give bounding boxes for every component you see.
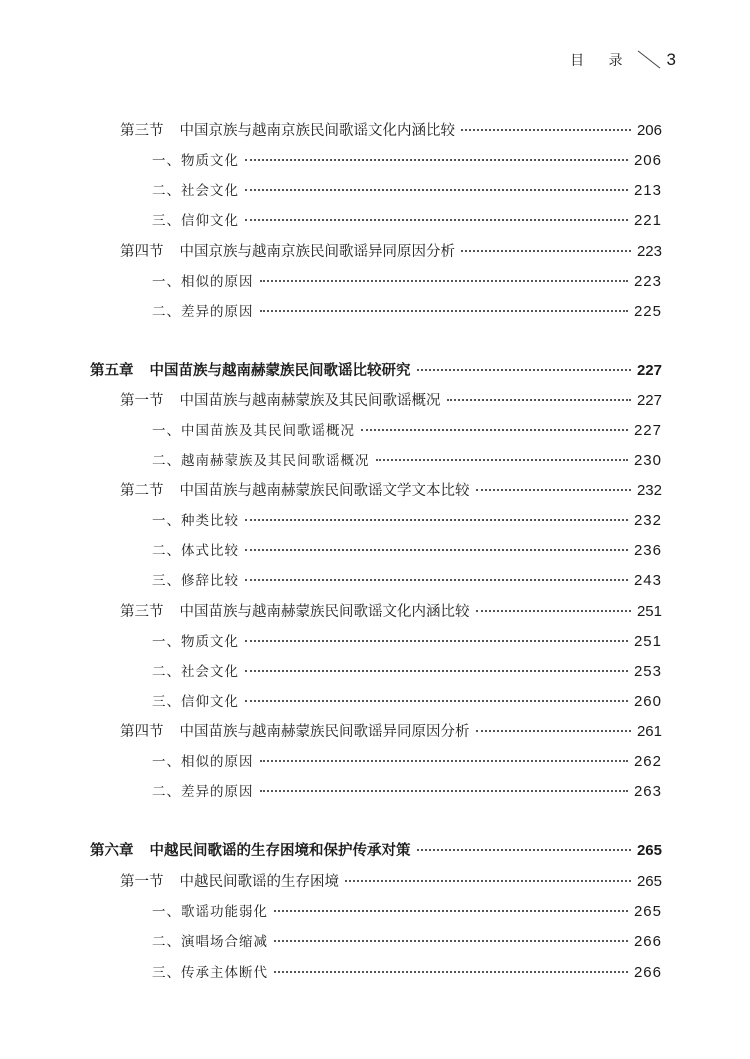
dot-leader: [461, 250, 631, 252]
toc-item-entry[interactable]: [152, 690, 662, 712]
toc-entry-label: [152, 449, 370, 469]
dot-leader: [461, 129, 631, 131]
toc-page-number: 232: [636, 482, 662, 499]
dot-leader: [476, 730, 631, 732]
dot-leader: [260, 790, 628, 792]
toc-entry-title: 一、中国苗族及其民间歌谣概况: [152, 423, 355, 439]
toc-section-entry[interactable]: [120, 870, 662, 892]
toc-page-number: 265: [636, 873, 662, 890]
toc-entry-label: [120, 240, 455, 261]
toc-entry-label: [120, 600, 470, 621]
toc-entry-title: 二、社会文化: [152, 183, 239, 199]
toc-section-entry[interactable]: [120, 119, 662, 141]
toc-entry-number: 第四节: [120, 724, 164, 740]
toc-item-entry[interactable]: [152, 179, 662, 201]
toc-entry-title: 三、修辞比较: [152, 573, 239, 589]
toc-section-entry[interactable]: [120, 240, 662, 262]
dot-leader: [417, 369, 631, 371]
dot-leader: [260, 310, 628, 312]
toc-page-number: 230: [633, 452, 662, 469]
toc-page-number: 251: [633, 633, 662, 650]
toc-entry-label: [120, 389, 441, 410]
toc-entry-number: 第三节: [120, 123, 164, 139]
toc-entry-label: [120, 479, 470, 500]
toc-item-entry[interactable]: [152, 630, 662, 652]
toc-page-number: 265: [633, 903, 662, 920]
dot-leader: [274, 910, 628, 912]
dot-leader: [345, 880, 631, 882]
toc-page-number: 236: [633, 542, 662, 559]
dot-leader: [376, 459, 628, 461]
toc-entry-title: 中越民间歌谣的生存困境和保护传承对策: [149, 843, 411, 859]
toc-entry-title: 中国京族与越南京族民间歌谣文化内涵比较: [179, 123, 455, 139]
dot-leader: [361, 429, 628, 431]
toc-page-number: 227: [636, 392, 662, 409]
toc-entry-label: [152, 690, 239, 710]
toc-page-number: 223: [636, 243, 662, 260]
toc-entry-title: 二、差异的原因: [152, 784, 254, 800]
dot-leader: [245, 189, 628, 191]
toc-entry-title: 中国苗族与越南赫蒙族民间歌谣异同原因分析: [179, 724, 470, 740]
toc-page-number: 262: [633, 753, 662, 770]
toc-entry-label: [152, 539, 239, 559]
toc-entry-label: [152, 961, 268, 981]
dot-leader: [476, 489, 631, 491]
toc-item-entry[interactable]: [152, 961, 662, 983]
toc-entry-title: 二、差异的原因: [152, 304, 254, 320]
toc-entry-title: 三、信仰文化: [152, 694, 239, 710]
toc-page-number: 253: [633, 663, 662, 680]
running-header: [570, 50, 676, 70]
dot-leader: [245, 519, 628, 521]
toc-entry-title: 三、传承主体断代: [152, 965, 268, 981]
toc-entry-number: 第四节: [120, 244, 164, 260]
toc-item-entry[interactable]: [152, 569, 662, 591]
toc-chapter-entry[interactable]: [90, 839, 662, 861]
toc-item-entry[interactable]: [152, 780, 662, 802]
dot-leader: [245, 549, 628, 551]
toc-section-entry[interactable]: [120, 389, 662, 411]
toc-entry-title: 二、社会文化: [152, 664, 239, 680]
toc-entry-title: 二、越南赫蒙族及其民间歌谣概况: [152, 453, 370, 469]
toc-page-number: 213: [633, 182, 662, 199]
toc-entry-label: [152, 780, 254, 800]
dot-leader: [245, 219, 628, 221]
toc-page-number: 265: [636, 842, 662, 859]
toc-item-entry[interactable]: [152, 209, 662, 231]
toc-section-entry[interactable]: [120, 720, 662, 742]
toc-entry-number: 第五章: [90, 363, 134, 379]
toc-item-entry[interactable]: [152, 419, 662, 441]
toc-entry-title: 一、相似的原因: [152, 754, 254, 770]
toc-entry-number: 第二节: [120, 483, 164, 499]
toc-page-number: 206: [633, 152, 662, 169]
toc-entry-title: 中国京族与越南京族民间歌谣异同原因分析: [179, 244, 455, 260]
toc-entry-title: 二、演唱场合缩减: [152, 934, 268, 950]
toc-page-number: 243: [633, 572, 662, 589]
toc-item-entry[interactable]: [152, 300, 662, 322]
toc-entry-title: 一、种类比较: [152, 513, 239, 529]
toc-entry-title: 一、相似的原因: [152, 274, 254, 290]
toc-page-number: 227: [636, 362, 662, 379]
dot-leader: [245, 700, 628, 702]
toc-item-entry[interactable]: [152, 900, 662, 922]
toc-entry-label: [90, 839, 411, 860]
dot-leader: [245, 640, 628, 642]
toc-page-number: 260: [633, 693, 662, 710]
toc-item-entry[interactable]: [152, 539, 662, 561]
toc-entry-title: 一、物质文化: [152, 634, 239, 650]
toc-entry-title: 三、信仰文化: [152, 213, 239, 229]
toc-chapter-entry[interactable]: [90, 359, 662, 381]
toc-entry-label: [120, 870, 339, 891]
header-page-number: 3: [666, 50, 676, 69]
dot-leader: [447, 399, 631, 401]
toc-page-number: 261: [636, 723, 662, 740]
toc-page-number: 227: [633, 422, 662, 439]
toc-entry-label: [152, 300, 254, 320]
dot-leader: [245, 579, 628, 581]
dot-leader: [245, 159, 628, 161]
toc-item-entry[interactable]: [152, 149, 662, 171]
toc-page-number: 206: [636, 122, 662, 139]
toc-entry-title: 中国苗族与越南赫蒙族民间歌谣文化内涵比较: [179, 604, 470, 620]
toc-item-entry[interactable]: [152, 449, 662, 471]
toc-entry-label: [152, 419, 355, 439]
toc-item-entry[interactable]: [152, 930, 662, 952]
toc-entry-label: [152, 660, 239, 680]
toc-page-number: 221: [633, 212, 662, 229]
toc-entry-title: 中越民间歌谣的生存困境: [179, 874, 339, 890]
toc-entry-number: 第一节: [120, 874, 164, 890]
toc-entry-label: [152, 179, 239, 199]
toc-entry-number: 第一节: [120, 393, 164, 409]
toc-entry-label: [152, 930, 268, 950]
toc-entry-label: [152, 630, 239, 650]
toc-entry-label: [152, 149, 239, 169]
dot-leader: [417, 849, 631, 851]
toc-entry-title: 中国苗族与越南赫蒙族民间歌谣比较研究: [149, 363, 411, 379]
toc-page-number: 251: [636, 603, 662, 620]
header-divider: [633, 50, 659, 70]
toc-entry-label: [90, 359, 411, 380]
toc-page-number: 266: [633, 933, 662, 950]
dot-leader: [476, 610, 631, 612]
toc-page-number: 223: [633, 273, 662, 290]
toc-entry-title: 一、歌谣功能弱化: [152, 904, 268, 920]
toc-entry-number: 第三节: [120, 604, 164, 620]
toc-page-number: 232: [633, 512, 662, 529]
toc-page-number: 263: [633, 783, 662, 800]
dot-leader: [274, 971, 628, 973]
toc-entry-label: [152, 569, 239, 589]
toc-entry-title: 一、物质文化: [152, 153, 239, 169]
toc-entry-label: [152, 900, 268, 920]
dot-leader: [260, 280, 628, 282]
toc-item-entry[interactable]: [152, 509, 662, 531]
toc-item-entry[interactable]: [152, 660, 662, 682]
toc-section-entry[interactable]: [120, 600, 662, 622]
toc-entry-label: [152, 209, 239, 229]
dot-leader: [260, 760, 628, 762]
toc-entry-title: 二、体式比较: [152, 543, 239, 559]
toc-entry-label: [120, 119, 455, 140]
toc-entry-label: [152, 270, 254, 290]
toc-item-entry[interactable]: [152, 270, 662, 292]
toc-item-entry[interactable]: [152, 750, 662, 772]
toc-section-entry[interactable]: [120, 479, 662, 501]
toc-entry-title: 中国苗族与越南赫蒙族民间歌谣文学文本比较: [179, 483, 470, 499]
toc-entry-title: 中国苗族与越南赫蒙族及其民间歌谣概况: [179, 393, 441, 409]
toc-page-number: 266: [633, 964, 662, 981]
header-title: 目 录: [570, 53, 633, 69]
toc-entry-label: [120, 720, 470, 741]
toc-entry-label: [152, 509, 239, 529]
toc-entry-number: 第六章: [90, 843, 134, 859]
toc-page-number: 225: [633, 303, 662, 320]
dot-leader: [245, 670, 628, 672]
dot-leader: [274, 940, 628, 942]
toc-entry-label: [152, 750, 254, 770]
